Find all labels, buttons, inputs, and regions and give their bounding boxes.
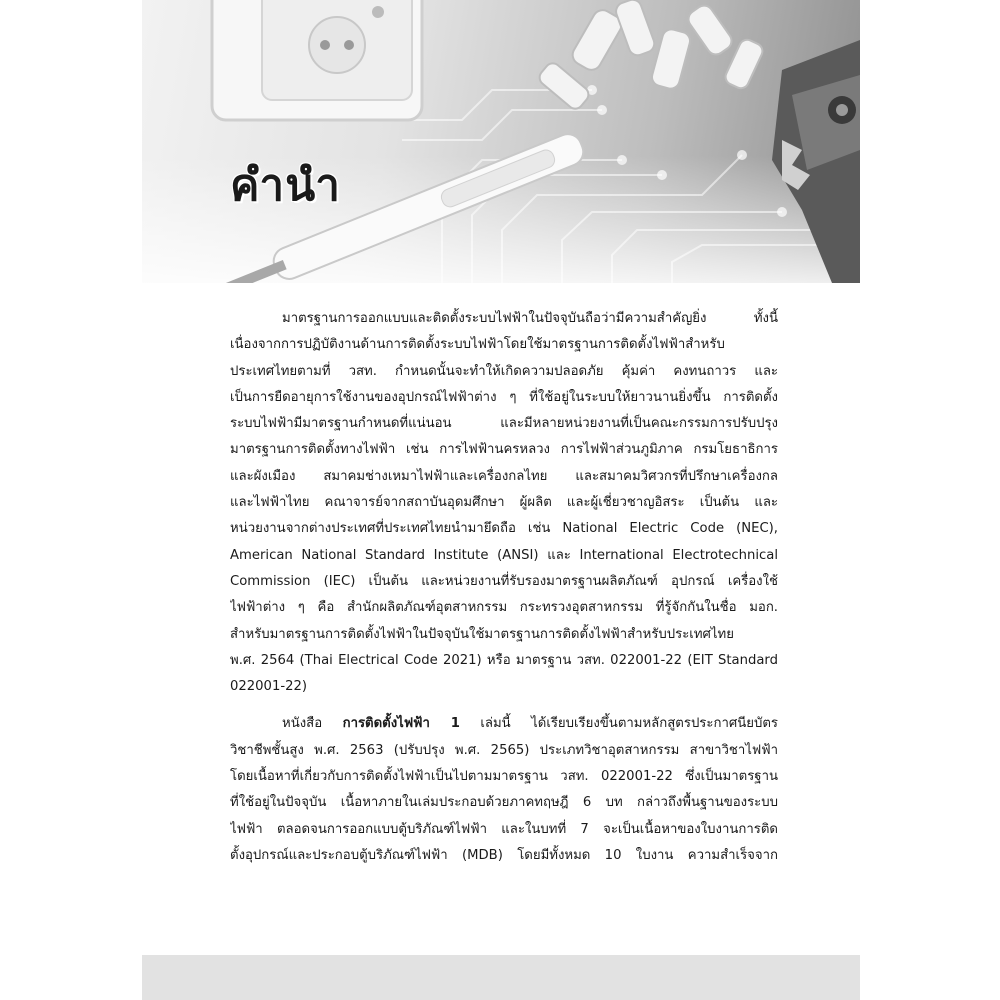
footer-band — [142, 955, 860, 1000]
book-page — [142, 0, 860, 1000]
text-line: American National Standard Institute (ANSI) และ International Electrotechnical — [230, 547, 778, 563]
text-line: เนื่องจากการปฏิบัติงานด้านการติดตั้งระบบไฟฟ้าโดยใช้มาตรฐานการติดตั้งไฟฟ้าสำหรับ — [230, 337, 725, 353]
paragraph-spacer — [230, 700, 778, 711]
text-line: มาตรฐานการติดตั้งทางไฟฟ้า เช่น การไฟฟ้านครหลวง การไฟฟ้าส่วนภูมิภาค กรมโยธาธิการ — [230, 442, 778, 458]
text-line: ระบบไฟฟ้ามีมาตรฐานกำหนดที่แน่นอน และมีหลายหน่วยงานที่เป็นคณะกรรมการปรับปรุง — [230, 416, 778, 432]
text-line: วิชาชีพชั้นสูง พ.ศ. 2563 (ปรับปรุง พ.ศ. 2565) ประเภทวิชาอุตสาหกรรม สาขาวิชาไฟฟ้า — [230, 742, 778, 758]
text-line: และไฟฟ้าไทย คณาจารย์จากสถาบันอุดมศึกษา ผู้ผลิต และผู้เชี่ยวชาญอิสระ เป็นต้น และ — [230, 495, 778, 511]
text-line: ตั้งอุปกรณ์และประกอบตู้บริภัณฑ์ไฟฟ้า (MDB) โดยมีทั้งหมด 10 ใบงาน ความสำเร็จจาก — [230, 847, 778, 863]
paragraph-1 — [230, 306, 778, 700]
header-banner-image — [142, 0, 860, 283]
text-line: พ.ศ. 2564 (Thai Electrical Code 2021) หรือ มาตรฐาน วสท. 022001-22 (EIT Standard — [230, 652, 778, 668]
preface-body — [230, 306, 778, 869]
text-line — [230, 711, 778, 737]
text-line: และผังเมือง สมาคมช่างเหมาไฟฟ้าและเครื่องกลไทย และสมาคมวิศวกรที่ปรึกษาเครื่องกล — [230, 468, 778, 484]
text-line: เป็นการยืดอายุการใช้งานของอุปกรณ์ไฟฟ้าต่าง ๆ ที่ใช้อยู่ในระบบให้ยาวนานยิ่งขึ้น การติดตั้ง — [230, 389, 778, 405]
text-line: มาตรฐานการออกแบบและติดตั้งระบบไฟฟ้าในปัจจุบันถือว่ามีความสำคัญยิ่ง ทั้งนี้ — [282, 311, 778, 326]
text-run: เล่มนี้ ได้เรียบเรียงขึ้นตามหลักสูตรประกาศนียบัตร — [459, 716, 778, 732]
text-line: ไฟฟ้าต่าง ๆ คือ สำนักผลิตภัณฑ์อุตสาหกรรม กระทรวงอุตสาหกรรม ที่รู้จักกันในชื่อ มอก. — [230, 600, 778, 616]
paragraph-2 — [230, 711, 778, 869]
electrical-tools-illustration — [142, 0, 860, 283]
book-title-bold: การติดตั้งไฟฟ้า 1 — [342, 716, 460, 732]
page-title: คำนำ — [230, 160, 341, 211]
text-run: หนังสือ — [282, 716, 343, 732]
text-line: สำหรับมาตรฐานการติดตั้งไฟฟ้าในปัจจุบันใช้มาตรฐานการติดตั้งไฟฟ้าสำหรับประเทศไทย — [230, 626, 734, 642]
text-line: 022001-22) — [230, 679, 308, 695]
text-line: Commission (IEC) เป็นต้น และหน่วยงานที่รับรองมาตรฐานผลิตภัณฑ์ อุปกรณ์ เครื่องใช้ — [230, 573, 778, 589]
text-line: หน่วยงานจากต่างประเทศที่ประเทศไทยนำมายึดถือ เช่น National Electric Code (NEC), — [230, 521, 778, 537]
text-line: ประเทศไทยตามที่ วสท. กำหนดนั้นจะทำให้เกิดความปลอดภัย คุ้มค่า คงทนถาวร และ — [230, 363, 778, 379]
text-line: โดยเนื้อหาที่เกี่ยวกับการติดตั้งไฟฟ้าเป็นไปตามมาตรฐาน วสท. 022001-22 ซึ่งเป็นมาตรฐาน — [230, 769, 778, 785]
text-line: ที่ใช้อยู่ในปัจจุบัน เนื้อหาภายในเล่มประกอบด้วยภาคทฤษฎี 6 บท กล่าวถึงพื้นฐานของระบบ — [230, 795, 778, 811]
text-line: ไฟฟ้า ตลอดจนการออกแบบตู้บริภัณฑ์ไฟฟ้า และในบทที่ 7 จะเป็นเนื้อหาของใบงานการติด — [230, 821, 778, 837]
